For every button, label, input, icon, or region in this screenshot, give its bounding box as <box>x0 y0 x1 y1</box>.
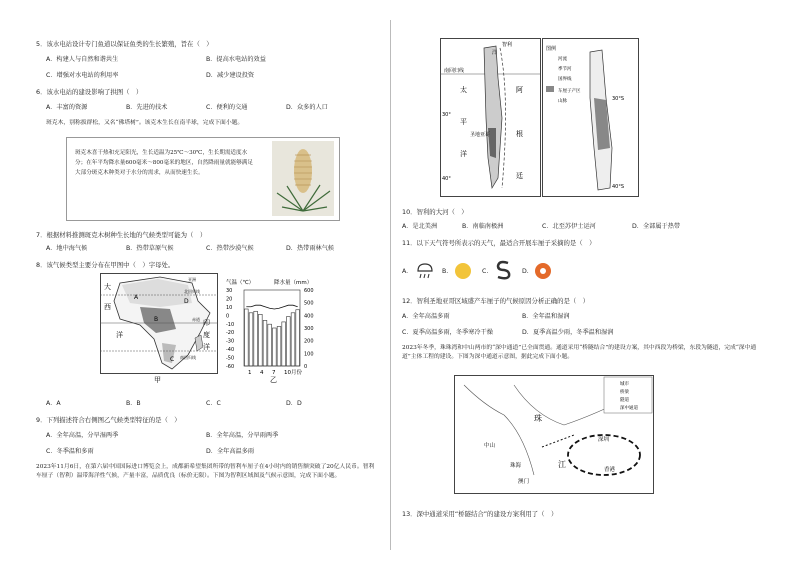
chart-bar <box>287 317 291 366</box>
banksia-photo <box>272 141 334 216</box>
q7-stem: 7．根据材料推测斑克木树种生长地的气候类型可能为（ ） <box>36 231 207 239</box>
q11-option-b: B. <box>442 268 449 275</box>
material-text: 斑克木喜干热和充足阳光，生长适温为25℃～30℃，生长期需适度水分；在年平均降水量600毫米～800毫米的地区，自然降雨量就能够满足大部分斑克木种类对于水分的需求，从而快速生长。 <box>75 150 253 176</box>
chile-label-tropic: 南回归线 <box>444 68 465 74</box>
chart-plot-area <box>244 290 300 366</box>
chart-left-axis-label: 气温（℃） <box>226 280 255 286</box>
chart-bar <box>249 313 253 366</box>
map-legend-asia: 亚洲 <box>188 277 196 282</box>
q12-stem: 12．智利圣地亚哥区域盛产车厘子的气候原因分析正确的是（ ） <box>402 297 590 305</box>
pearl-label-jiang: 江 <box>558 460 566 469</box>
chart-left-tick: -10 <box>226 321 235 328</box>
q12-option-b: B．全年温和湿润 <box>522 313 570 320</box>
map-legend-tropic-s: 南回归线 <box>180 355 196 360</box>
chile-label-40: 40° <box>442 176 451 182</box>
chart-left-tick: -20 <box>226 330 235 337</box>
chart-bar <box>291 313 295 366</box>
column-divider <box>390 20 391 550</box>
pearl-label-hongkong: 香港 <box>604 467 616 473</box>
q11-option-d: D. <box>522 268 529 275</box>
chart-x-tick-7: 7 <box>272 370 276 376</box>
chart-caption-yi: 乙 <box>270 376 277 384</box>
q12-option-d: D．夏季高温少雨，冬季温和湿润 <box>522 329 614 336</box>
q9-stem: 9．下列描述符合右侧图乙气候类型特征的是（ ） <box>36 416 181 424</box>
q6-option-c: C．便利的交通 <box>206 104 248 111</box>
q10-option-a: A．是北美洲 <box>402 223 438 230</box>
map-label-xi: 西 <box>104 303 111 311</box>
chile-label-chile: 智利 <box>502 42 513 48</box>
q8-option-c: C．C <box>206 400 221 407</box>
intro-banksia: 斑克木，别称拔群松，又名“佛塔树”。该克木生长在南半球，完成下面小题。 <box>46 120 244 126</box>
chile-label-gen: 根 <box>516 130 523 138</box>
chart-x-tick-10: 10月份 <box>284 370 302 376</box>
chart-bar <box>277 326 281 366</box>
intro-cherry: 2023年11月6日，在第六届中国国际进口博览会上，成都新希望集团所带的智利车厘子在4小时内的销售额突破了20亿人民币。智利车厘子（智利）温带海洋性气候，产量丰富，品质优良（标价无限）。下图为智利区域图及气候示意图，完成下面小题。 <box>36 464 375 479</box>
chile-label-yang2: 洋 <box>492 50 498 56</box>
pearl-label-zhu: 珠 <box>534 414 542 423</box>
q13-stem: 13．深中通道采用“桥隧结合”的建设方案利用了（ ） <box>402 510 558 518</box>
chart-left-tick: 20 <box>226 296 233 303</box>
map-letter-d: D <box>184 298 189 305</box>
q8-option-a: A．A <box>46 400 61 407</box>
q7-option-a: A．地中海气候 <box>46 245 88 252</box>
pearl-legend-bridge: 桥梁 <box>620 390 629 395</box>
chile-legend-river: 河流 <box>558 57 567 62</box>
q10-option-d: D．全部属于热带 <box>632 223 681 230</box>
q5-option-b: B．提高水电站的效益 <box>206 56 266 63</box>
map-label-yang1: 洋 <box>116 331 123 339</box>
q11-stem: 11．以下天气符号所表示的天气，最适合开展车厘子采摘的是（ ） <box>402 239 596 247</box>
map-letter-b: B <box>154 316 159 323</box>
q7-option-b: B．热带草原气候 <box>126 245 174 252</box>
climate-chart <box>224 276 324 384</box>
chile-label-santiago: 圣地亚哥 <box>470 132 491 138</box>
intro-shenzhong: 2023年冬季，珠珠湾和中山两市的“深中通道”已全面贯通。通道采用“桥隧结合”的建设方案，其中西段为桥梁，东段为隧道，完成“深中通道”主体工程的建设。下图为深中通道示意图，据此完成下面小题。 <box>402 345 757 360</box>
chart-x-tick-1: 1 <box>248 370 252 376</box>
chart-left-tick: -50 <box>226 355 235 362</box>
map-letter-c: C <box>170 356 175 363</box>
chart-left-tick: 0 <box>226 313 230 320</box>
chile-legend-border: 国界线 <box>558 77 572 82</box>
chart-left-tick: 10 <box>226 304 233 311</box>
chart-right-tick: 100 <box>304 351 314 358</box>
chart-right-tick: 400 <box>304 313 314 320</box>
q7-option-c: C．热带沙漠气候 <box>206 245 254 252</box>
material-box <box>66 137 340 221</box>
pearl-label-zhuhai: 珠海 <box>510 463 522 469</box>
pearl-label-shenzhen: 深圳 <box>598 437 610 443</box>
chart-x-tick-4: 4 <box>260 370 264 376</box>
q10-option-b: B．南临南极洲 <box>462 223 504 230</box>
q6-stem: 6．该水电站的建设影响了拱图（ ） <box>36 88 143 96</box>
q7-option-d: D．热带雨林气候 <box>286 245 335 252</box>
chile-legend-seasonal: 季节河 <box>558 67 572 72</box>
pearl-legend-city: 城市 <box>620 382 629 387</box>
q10-stem: 10．智利的大河（ ） <box>402 208 468 216</box>
typhoon-icon <box>532 260 554 282</box>
chart-left-tick: -40 <box>226 347 235 354</box>
chart-right-tick: 600 <box>304 288 314 294</box>
chart-left-tick: 30 <box>226 288 233 294</box>
pearl-river-map <box>454 375 654 495</box>
sun-icon <box>452 260 474 282</box>
chile-label-30s: 30°S <box>612 96 625 102</box>
chart-right-tick: 200 <box>304 338 314 345</box>
q9-option-c: C．冬季温和多雨 <box>46 448 94 455</box>
chile-map <box>440 38 640 198</box>
q9-option-b: B．全年高温，分旱雨两季 <box>206 432 279 439</box>
q5-stem: 5．该水电站设计专门鱼道以保证鱼类的生长繁殖，旨在（ ） <box>36 40 213 48</box>
chart-right-ticks <box>304 288 314 370</box>
chile-label-40s: 40°S <box>612 184 625 190</box>
chart-right-tick: 500 <box>304 300 314 307</box>
map-label-du: 度 <box>203 331 210 339</box>
chart-bars <box>245 305 300 366</box>
chart-bar <box>245 309 249 366</box>
chart-right-tick: 300 <box>304 326 314 332</box>
pearl-legend-tunnel: 隧道 <box>620 398 629 403</box>
q9-option-d: D．全年高温多雨 <box>206 448 255 455</box>
chile-label-a: 阿 <box>516 86 523 94</box>
map-label-equator: 赤道 <box>192 317 200 322</box>
map-label-yin: 印 <box>203 319 210 327</box>
chart-bar <box>268 324 272 366</box>
chart-bar <box>282 322 286 366</box>
q5-option-c: C．增强对水电站的利用率 <box>46 72 119 79</box>
africa-map <box>100 273 218 383</box>
q6-option-b: B．先进的技术 <box>126 104 168 111</box>
q12-option-a: A．全年高温多雨 <box>402 313 450 320</box>
chile-legend-swatch <box>546 86 554 92</box>
chart-right-tick: 0 <box>304 364 308 370</box>
chile-label-30: 30° <box>442 112 451 118</box>
pearl-label-macau: 澳门 <box>518 479 530 485</box>
q11-option-a: A. <box>402 268 409 275</box>
map-caption-jia: 甲 <box>154 376 161 383</box>
chile-label-tai: 太 <box>460 86 467 94</box>
rain-cloud-icon <box>414 260 436 282</box>
q8-stem: 8．该气候类型主要分布在甲图中（ ）字母处。 <box>36 261 175 269</box>
chile-legend-cherry: 车厘子产区 <box>558 89 581 94</box>
map-legend-tropic-n: 北回归线 <box>184 289 200 294</box>
chart-bar <box>254 311 258 366</box>
chart-left-tick: -60 <box>226 364 235 370</box>
wind-icon <box>492 258 514 282</box>
q6-option-d: D．众多的人口 <box>286 104 328 111</box>
q8-option-d: D．D <box>286 400 302 407</box>
q11-option-c: C. <box>482 268 489 275</box>
q8-option-b: B．B <box>126 400 141 407</box>
chart-bar <box>263 320 267 366</box>
map-label-yang2: 洋 <box>203 343 210 351</box>
chart-bar <box>273 328 277 366</box>
chart-left-tick: -30 <box>226 338 235 345</box>
chile-legend-title: 图例 <box>546 46 557 52</box>
q5-option-d: D．减少建设投资 <box>206 72 255 79</box>
q6-option-a: A．丰富的资源 <box>46 104 88 111</box>
q5-option-a: A．构建人与自然和谐共生 <box>46 56 119 63</box>
chile-label-yang: 洋 <box>460 150 467 158</box>
chart-left-ticks <box>226 288 234 370</box>
q10-option-c: C．北至苏伊士运河 <box>542 223 596 230</box>
map-label-da: 大 <box>104 283 111 291</box>
map-letter-a: A <box>134 294 139 301</box>
chile-label-ting: 廷 <box>516 172 523 180</box>
pearl-label-zhongshan: 中山 <box>484 443 496 449</box>
chart-right-axis-label: 降水量（mm） <box>274 280 313 286</box>
chile-legend-mountain: 山脉 <box>558 99 567 104</box>
q9-option-a: A．全年高温，分旱湿两季 <box>46 432 119 439</box>
chart-bar <box>259 314 263 366</box>
chile-label-ping: 平 <box>460 118 467 126</box>
q12-option-c: C．夏季高温多雨，冬季寒冷干燥 <box>402 329 493 336</box>
chart-temperature-line <box>246 305 297 309</box>
chart-bar <box>296 310 300 366</box>
pearl-legend-channel: 深中通道 <box>620 406 638 411</box>
